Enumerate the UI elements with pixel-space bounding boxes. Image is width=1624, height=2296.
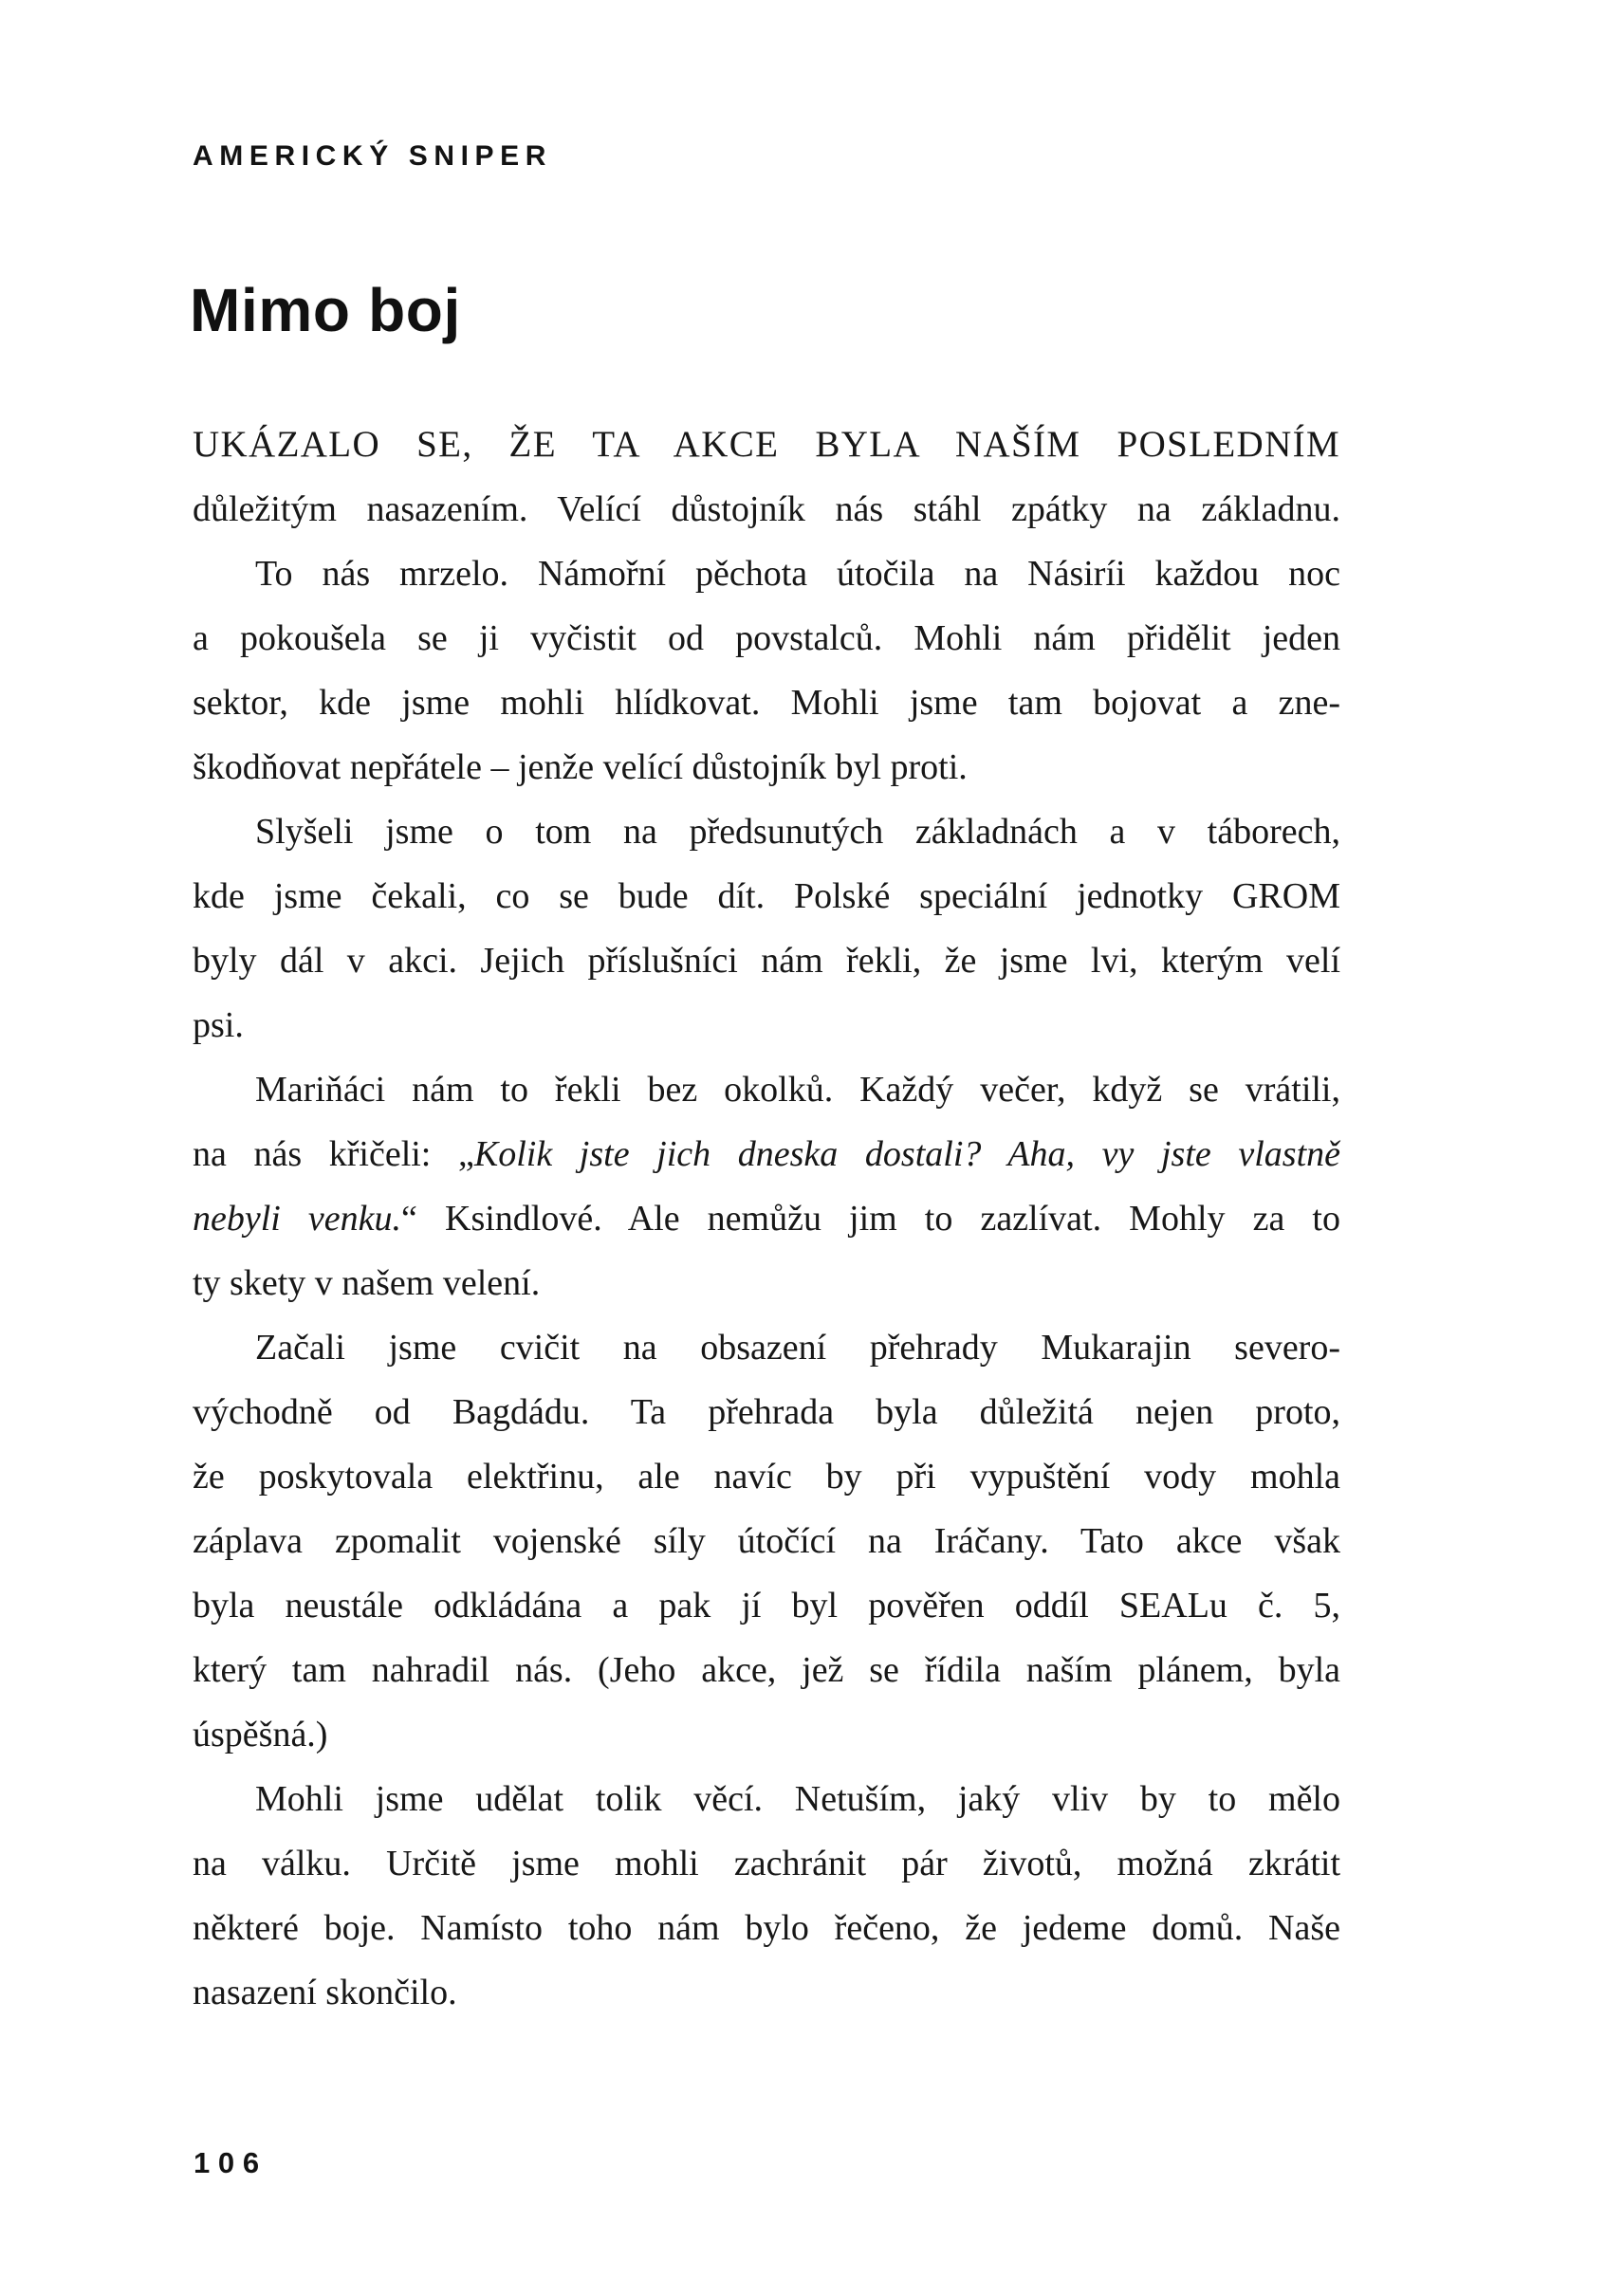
text-segment-normal: sektor, kde jsme mohli hlídkovat. Mohli jsme tam bojovat a zne- xyxy=(193,683,1340,723)
text-line xyxy=(193,928,1340,993)
text-segment-normal: Mohli jsme udělat tolik věcí. Netuším, jaký vliv by to mělo xyxy=(255,1779,1340,1819)
text-segment-normal: na válku. Určitě jsme mohli zachránit pár životů, možná zkrátit xyxy=(193,1844,1340,1883)
text-line xyxy=(193,735,1340,799)
text-line xyxy=(193,1767,1340,1831)
text-line xyxy=(193,1315,1340,1380)
chapter-title: Mimo boj xyxy=(190,276,461,344)
running-header: AMERICKÝ SNIPER xyxy=(193,140,553,172)
paragraph xyxy=(193,799,1340,1057)
page-number: 106 xyxy=(194,2146,268,2179)
text-segment-normal: byla neustále odkládána a pak jí byl pověřen oddíl SEALu č. 5, xyxy=(193,1586,1340,1626)
text-segment-caps: UKÁZALO SE, ŽE TA AKCE BYLA NAŠÍM POSLEDNÍM xyxy=(193,424,1340,465)
text-line xyxy=(193,1057,1340,1122)
text-line xyxy=(193,670,1340,735)
text-segment-normal: důležitým nasazením. Velící důstojník nás stáhl zpátky na základnu. xyxy=(193,489,1340,529)
text-segment-italic: Kolik jste jich dneska dostali? Aha, vy jste vlastně xyxy=(473,1134,1340,1174)
text-line xyxy=(193,1186,1340,1251)
text-segment-normal: východně od Bagdádu. Ta přehrada byla důležitá nejen proto, xyxy=(193,1392,1340,1432)
text-segment-normal: který tam nahradil nás. (Jeho akce, jež se řídila naším plánem, byla xyxy=(193,1650,1340,1690)
text-segment-normal: škodňovat nepřátele – jenže velící důstojník byl proti. xyxy=(193,747,968,787)
paragraph xyxy=(193,413,1340,542)
text-line xyxy=(193,1831,1340,1896)
text-line xyxy=(193,1702,1340,1767)
text-segment-normal: a pokoušela se ji vyčistit od povstalců. Mohli nám přidělit jeden xyxy=(193,618,1340,658)
text-segment-normal: To nás mrzelo. Námořní pěchota útočila na Násiríi každou noc xyxy=(255,554,1340,594)
text-segment-normal: záplava zpomalit vojenské síly útočící na Iráčany. Tato akce však xyxy=(193,1521,1340,1561)
text-line xyxy=(193,606,1340,670)
text-line xyxy=(193,1509,1340,1573)
text-line xyxy=(193,1896,1340,1960)
text-segment-normal: Slyšeli jsme o tom na předsunutých základnách a v táborech, xyxy=(255,812,1340,852)
text-line xyxy=(193,1251,1340,1315)
text-segment-normal: některé boje. Namísto toho nám bylo řečeno, že jedeme domů. Naše xyxy=(193,1908,1340,1948)
text-line xyxy=(193,1444,1340,1509)
text-line xyxy=(193,1380,1340,1444)
text-segment-normal: že poskytovala elektřinu, ale navíc by při vypuštění vody mohla xyxy=(193,1457,1340,1497)
text-segment-normal: nasazení skončilo. xyxy=(193,1973,457,2012)
text-line xyxy=(193,542,1340,606)
text-line xyxy=(193,477,1340,542)
text-segment-normal: úspěšná.) xyxy=(193,1715,328,1754)
text-segment-normal: “ Ksindlové. Ale nemůžu jim to zazlívat. Mohly za to xyxy=(401,1199,1340,1239)
paragraph xyxy=(193,1767,1340,2025)
text-segment-italic: nebyli venku. xyxy=(193,1199,402,1239)
text-segment-normal: kde jsme čekali, co se bude dít. Polské speciální jednotky GROM xyxy=(193,876,1340,916)
text-line xyxy=(193,1573,1340,1638)
paragraph xyxy=(193,542,1340,799)
text-line xyxy=(193,1960,1340,2025)
body-text xyxy=(193,413,1340,2025)
text-segment-normal: na nás křičeli: „ xyxy=(193,1134,474,1174)
text-segment-normal: ty skety v našem velení. xyxy=(193,1263,541,1303)
text-segment-normal: Začali jsme cvičit na obsazení přehrady Mukarajin severo- xyxy=(255,1328,1340,1368)
text-line xyxy=(193,864,1340,928)
paragraph xyxy=(193,1315,1340,1767)
paragraph xyxy=(193,1057,1340,1315)
text-line xyxy=(193,1122,1340,1186)
text-line xyxy=(193,413,1340,477)
text-line xyxy=(193,799,1340,864)
text-segment-normal: byly dál v akci. Jejich příslušníci nám řekli, že jsme lvi, kterým velí xyxy=(193,941,1340,981)
text-segment-normal: psi. xyxy=(193,1005,244,1045)
text-segment-normal: Mariňáci nám to řekli bez okolků. Každý večer, když se vrátili, xyxy=(255,1070,1340,1110)
text-line xyxy=(193,993,1340,1057)
text-line xyxy=(193,1638,1340,1702)
